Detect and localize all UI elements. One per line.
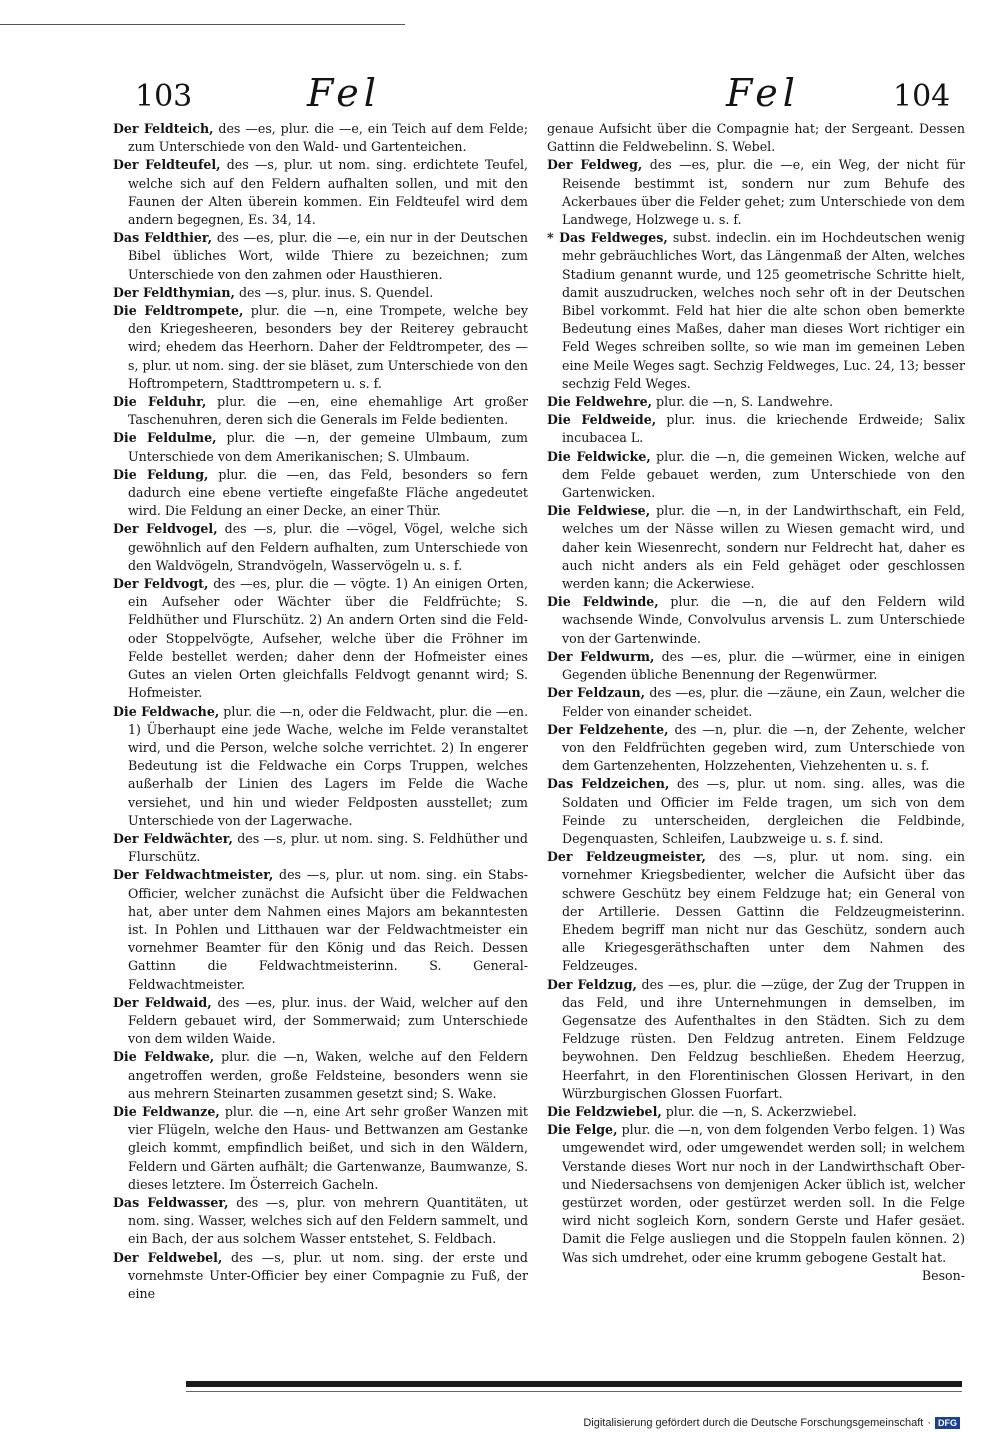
entry-text: des —es, plur. die —zäune, ein Zaun, welcher die Felder von einander scheidet. — [562, 685, 965, 719]
dictionary-entry — [547, 229, 965, 393]
dictionary-entry — [113, 229, 528, 284]
entry-text: subst. indeclin. ein im Hochdeutschen wenig mehr gebräuchliches Wort, das Längenmaß der Alten, welches Stadium genannt wurde, und 125 geometrische Schritte hielt, damit auszudrucken, welches noch sehr oft in der Deutschen Bibel vorkommt. Feld hat hier die alte schon oben bemerkte Bedeutung eines Maßes, daher man dieses Wort richtiger ein Feld Weges schreiben sollte, so wie man im gemeinen Leben eine Meile Weges sagt. Sechzig Feldweges, Luc. 24, 13; besser sechzig Feld Weges. — [562, 230, 965, 391]
entry-text: plur. die —n, eine Trompete, welche bey den Kriegesheeren, besonders bey der Reiterey gebraucht wird; ehedem das Heerhorn. Daher der Feldtrompeter, des —s, plur. ut nom. sing. der sie bläset, zum Unterschiede von den Hoftrompetern, Stadttrompetern u. s. f. — [128, 303, 528, 391]
dictionary-entry — [547, 120, 965, 156]
entry-headword: Die Feldwehre, — [547, 394, 652, 410]
entry-text: plur. die —n, S. Landwehre. — [656, 394, 834, 410]
footer-separator: · — [927, 1417, 931, 1429]
entry-headword: Die Feldwanze, — [113, 1103, 220, 1119]
right-page-number: 104 — [893, 79, 951, 114]
dictionary-entry — [113, 1048, 528, 1103]
entry-headword: Der Feldzehente, — [547, 721, 669, 737]
entry-headword: Die Feldwinde, — [547, 594, 659, 610]
dictionary-entry — [113, 429, 528, 465]
dictionary-entry — [113, 302, 528, 393]
entry-headword: * Das Feldweges, — [547, 230, 668, 246]
entry-headword: Der Feldvogt, — [113, 576, 209, 592]
left-page-number: 103 — [135, 79, 193, 114]
left-column — [113, 120, 528, 1303]
entry-text: plur. die —n, die gemeinen Wicken, welche auf dem Felde gebauet werden, zum Unterschiede von den Gartenwicken. — [562, 448, 965, 501]
dictionary-entry — [547, 593, 965, 648]
entry-headword: Die Feldweide, — [547, 412, 657, 428]
dfg-logo: DFG — [935, 1417, 960, 1429]
dictionary-entry — [547, 411, 965, 447]
entry-text: plur. die —n, in der Landwirthschaft, ein Feld, welches um der Nässe willen zu Wiesen gemacht wird, und daher kein Wiesenrecht, sondern nur Feldrecht hat, daher es auch nicht anders als ein Feld gehäget oder geschlossen werden kann; die Ackerwiese. — [562, 503, 965, 592]
dictionary-entry — [113, 120, 528, 156]
entry-text: des —s, plur. von mehrern Quantitäten, ut nom. sing. Wasser, welches sich auf den Feldern sammelt, und ein Bach, der aus solchem Wasser entstehet, S. Feldbach. — [128, 1194, 528, 1247]
entry-headword: Das Feldthier, — [113, 230, 213, 246]
dictionary-entry — [547, 648, 965, 684]
entry-headword: Die Feldwiese, — [547, 503, 651, 519]
entry-headword: Der Feldvogel, — [113, 521, 218, 537]
entry-headword: Die Felduhr, — [113, 394, 207, 410]
entry-headword: Der Feldzaun, — [547, 685, 646, 701]
entry-text: plur. inus. die kriechende Erdweide; Salix incubacea L. — [562, 412, 965, 446]
catchword: Beson- — [921, 1267, 965, 1283]
dictionary-entry — [113, 866, 528, 993]
dictionary-entry — [113, 830, 528, 866]
entry-text: plur. die —en, das Feld, besonders so fern dadurch eine ebene vertiefte eingefaßte Fläche angedeutet wird. Die Feldung an einer Decke, an einer Thür. — [128, 466, 528, 519]
entry-text: des —es, plur. die —e, ein Weg, der nicht für Reisende bestimmt ist, sondern nur zum Behufe des Ackerbaues über die Felder gehet; zum Unterschiede von dem Landwege, Holzwege u. s. f. — [562, 157, 965, 228]
entry-headword: Der Feldzeugmeister, — [547, 849, 706, 865]
right-column — [547, 120, 965, 1285]
dictionary-entry — [113, 703, 528, 830]
dictionary-entry — [547, 393, 965, 411]
entry-headword: Der Feldwebel, — [113, 1249, 223, 1265]
entry-headword: Die Feldwache, — [113, 703, 220, 719]
entry-headword: Die Feldung, — [113, 466, 209, 482]
entry-text: des —s, plur. ut nom. sing. erdichtete Teufel, welche sich auf den Feldern aufhalten sollen, und mit den Faunen der Alten überein kommen. Ein Feldteufel wird dem andern begegnen, Es. 34, 14. — [128, 157, 528, 228]
bottom-rule-thin — [186, 1391, 962, 1392]
dictionary-entry — [547, 684, 965, 720]
dictionary-entry — [113, 284, 528, 302]
entry-headword: Die Feldulme, — [113, 430, 217, 446]
dictionary-entry — [547, 1121, 965, 1267]
right-running-head: Fel — [726, 71, 800, 115]
entry-headword: Das Feldwasser, — [113, 1194, 229, 1210]
entry-text: plur. die —n, S. Ackerzwiebel. — [665, 1103, 857, 1119]
entry-headword: Der Feldwurm, — [547, 648, 655, 664]
entry-text: des —es, plur. die —e, ein Teich auf dem Felde; zum Unterschiede von den Wald- und Gartenteichen. — [128, 121, 528, 155]
entry-text: plur. die —en, eine ehemahlige Art großer Taschenuhren, deren sich die Generals im Felde bedienten. — [128, 394, 528, 428]
entry-headword: Die Feldwake, — [113, 1049, 215, 1065]
dictionary-entry — [113, 1194, 528, 1249]
entry-text: des —es, plur. die —würmer, eine in einigen Gegenden übliche Benennung der Regenwürmer. — [562, 648, 965, 683]
entry-text: plur. die —n, der gemeine Ulmbaum, zum Unterschiede von dem Amerikanischen; S. Ulmbaum. — [128, 430, 528, 464]
entry-text: des —es, plur. die —züge, der Zug der Truppen in das Feld, und ihre Unternehmungen in demselben, im Gegensatze des Aufenthaltes in den Städten. Sich zu dem Feldzuge rüsten. Den Feldzug antreten. Einem Feldzuge beywohnen. Den Feldzug beschließen. Ehedem Heerzug, Heerfahrt, in den Florentinischen Glossen Herivart, in den Würzburgischen Glossen Fuorfart. — [562, 976, 965, 1101]
entry-headword: Der Feldwachtmeister, — [113, 867, 274, 883]
entry-text: des —s, plur. die —vögel, Vögel, welche sich gewöhnlich auf den Feldern aufhalten, zum Unterschiede von den Waldvögeln, Strandvögeln, Wasservögeln u. s. f. — [128, 521, 528, 573]
entry-headword: Die Feldwicke, — [547, 448, 651, 464]
entry-text: genaue Aufsicht über die Compagnie hat; der Sergeant. Dessen Gattinn die Feldwebelinn. S. Webel. — [547, 121, 965, 155]
dictionary-entry — [113, 520, 528, 575]
entry-text: des —n, plur. die —n, der Zehente, welcher von den Feldfrüchten gegeben wird, zum Unterschiede von dem Gartenzehenten, Holzzehenten, Viehzehenten u. s. f. — [562, 721, 965, 774]
entry-headword: Der Feldzug, — [547, 976, 637, 992]
dictionary-entry — [113, 466, 528, 521]
dictionary-entry — [113, 1249, 528, 1304]
top-rule — [0, 24, 405, 25]
entry-headword: Der Feldwächter, — [113, 830, 233, 846]
bottom-rule — [186, 1381, 962, 1387]
entry-text: plur. die —n, Waken, welche auf den Feldern angetroffen werden, große Feldsteine, besonders wenn sie aus mehrern Steinarten zusammen gesetzt sind; S. Wake. — [128, 1049, 528, 1101]
entry-text: des —es, plur. inus. der Waid, welcher auf den Feldern gebauet wird, der Sommerwaid; zum Unterschiede von dem wilden Waide. — [128, 994, 528, 1047]
entry-headword: Die Felge, — [547, 1122, 618, 1138]
dictionary-entry — [113, 393, 528, 429]
entry-text: des —s, plur. ut nom. sing. alles, was die Soldaten und Officier im Felde tragen, um sich von dem Feinde zu unterscheiden, dergleichen die Feldbinde, Degenquasten, Schleifen, Laubzweige u. s. f. sind. — [562, 776, 966, 846]
dictionary-entry — [547, 976, 965, 1103]
entry-headword: Der Feldthymian, — [113, 284, 235, 300]
entry-headword: Die Feldzwiebel, — [547, 1103, 662, 1119]
entry-text: plur. die —n, von dem folgenden Verbo felgen. 1) Was umgewendet wird, oder umgewendet werden soll; in welchem Verstande dieses Wort nur noch in der Landwirthschaft Ober- und Niedersachsens von demjenigen Acker üblich ist, welcher gestürzet worden, oder gestürzet werden soll. In die Felge wird nicht sogleich Korn, sondern Gerste und Hafer gesäet. Damit die Felge ausliegen und die Stoppeln faulen können. 2) Was sich umdrehet, oder eine krumm gebogene Gestalt hat. — [562, 1122, 965, 1265]
dictionary-entry — [113, 1103, 528, 1194]
dictionary-entry — [547, 775, 965, 848]
footer — [583, 1416, 960, 1430]
entry-text: des —s, plur. ut nom. sing. ein Stabs-Officier, welcher zunächst die Aufsicht über die Feldwachen hat, aber unter dem Nahmen eines Majors am bekanntesten ist. In Pohlen und Litthauen war der Feldwachtmeister ein vornehmer Beamter für den König und das Reich. Dessen Gattinn die Feldwachtmeisterinn. S. General-Feldwachtmeister. — [128, 867, 528, 992]
entry-headword: Die Feldtrompete, — [113, 303, 244, 319]
entry-text: des —es, plur. die —e, ein nur in der Deutschen Bibel übliches Wort, wilde Thiere zu bezeichnen; zum Unterschiede von den zahmen oder Hausthieren. — [128, 230, 528, 282]
dictionary-entry — [113, 156, 528, 229]
dictionary-entry — [547, 156, 965, 229]
entry-headword: Das Feldzeichen, — [547, 776, 670, 792]
dictionary-entry — [113, 994, 528, 1049]
entry-text: des —es, plur. die — vögte. 1) An einigen Orten, ein Aufseher oder Wächter über die Feldfrüchte; S. Feldhüther und Flurschütz. 2) An andern Orten sind die Feld- oder Stoppelvögte, Aufseher, welche über die Fröhner im Felde bestellet werden; daher denn der Hofmeister eines Gutes an vielen Orten gleichfalls Feldvogt genannt wird; S. Hofmeister. — [128, 576, 528, 701]
entry-headword: Der Feldwaid, — [113, 994, 212, 1010]
entry-text: des —s, plur. inus. S. Quendel. — [238, 284, 434, 300]
entry-text: des —s, plur. ut nom. sing. ein vornehmer Kriegsbedienter, welcher die Aufsicht über das schwere Geschütz bey einem Feldzuge hat; ein General von der Artillerie. Dessen Gattinn die Feldzeugmeisterinn. Ehedem begriff man nicht nur das Geschütz, sondern auch alle Kriegesgeräthschaften unter dem Nahmen des Feldzeuges. — [562, 849, 965, 974]
entry-headword: Der Feldweg, — [547, 157, 643, 173]
dictionary-entry — [547, 848, 965, 975]
dictionary-entry — [113, 575, 528, 702]
entry-text: plur. die —n, die auf den Feldern wild wachsende Winde, Convolvulus arvensis L. zum Unterschiede von der Gartenwinde. — [562, 594, 965, 646]
dictionary-entry — [547, 502, 965, 593]
left-running-head: Fel — [307, 71, 381, 115]
footer-text: Digitalisierung gefördert durch die Deutsche Forschungsgemeinschaft — [583, 1417, 924, 1429]
dictionary-entry — [547, 721, 965, 776]
dictionary-entry — [547, 448, 965, 503]
right-column-entries — [547, 120, 965, 1267]
dictionary-entry — [547, 1103, 965, 1121]
entry-headword: Der Feldteufel, — [113, 157, 221, 173]
entry-text: des —s, plur. ut nom. sing. der erste und vornehmste Unter-Officier bey einer Compagnie zu Fuß, der eine — [128, 1249, 528, 1301]
entry-headword: Der Feldteich, — [113, 121, 214, 136]
entry-text: plur. die —n, eine Art sehr großer Wanzen mit vier Flügeln, welche den Haus- und Bettwanzen am Gestanke gleich kommt, empfindlich beißet, und sich in den Wäldern, Feldern und Gärten aufhält; die Gartenwanze, Baumwanze, S. dieses letztere. Im Österreich Gacheln. — [128, 1103, 528, 1192]
entry-text: plur. die —n, oder die Feldwacht, plur. die —en. 1) Überhaupt eine jede Wache, welche im Felde veranstaltet wird, und die Person, welche solche verrichtet. 2) In engerer Bedeutung ist die Feldwache ein Corps Truppen, welches außerhalb der Linien des Lagers im Felde die Wache versiehet, und hin und wieder Feldposten ausstellet; zum Unterschiede von der Lagerwache. — [128, 703, 528, 828]
entry-text: des —s, plur. ut nom. sing. S. Feldhüther und Flurschütz. — [128, 830, 528, 865]
